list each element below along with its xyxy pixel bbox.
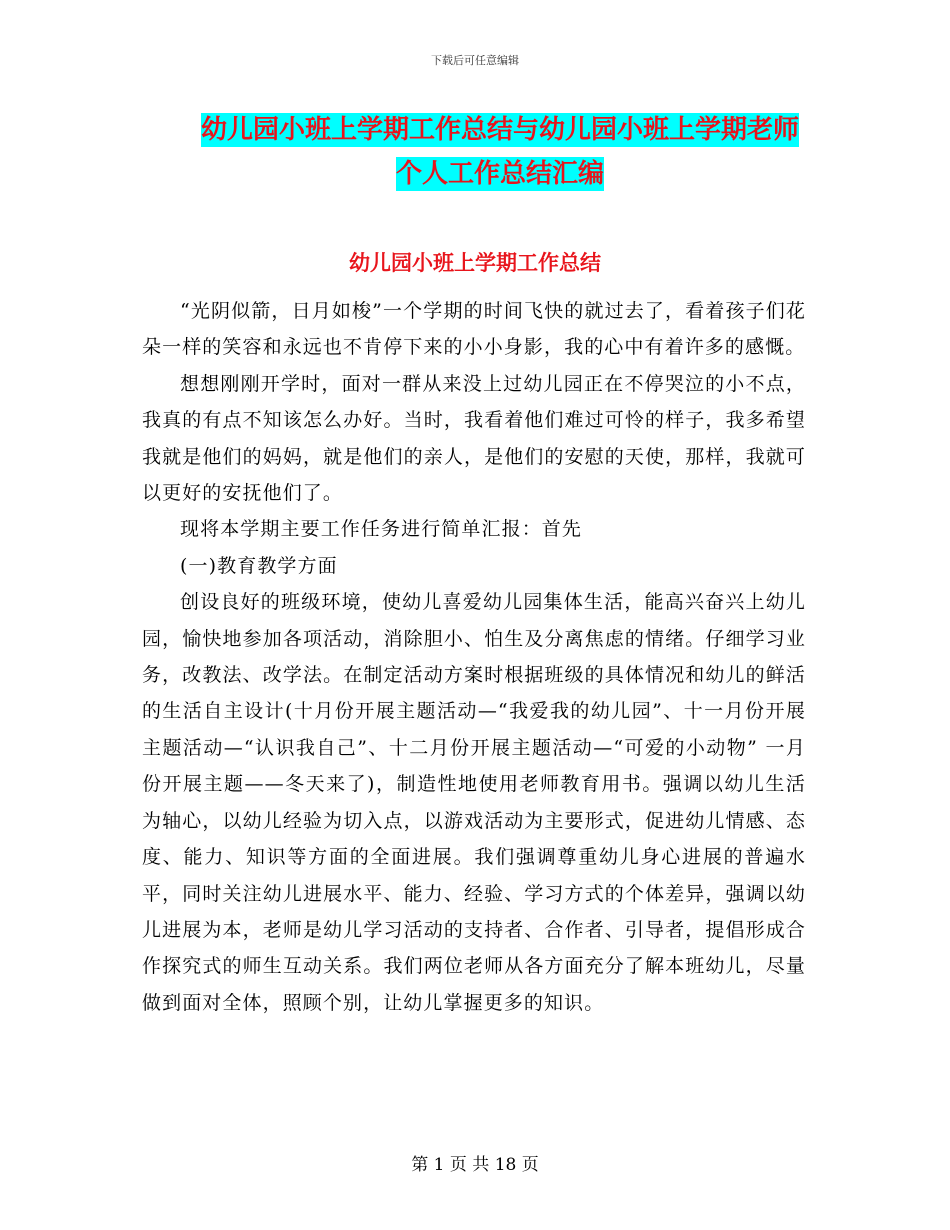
document-title-line-1: 幼儿园小班上学期工作总结与幼儿园小班上学期老师 bbox=[200, 115, 799, 145]
document-title bbox=[130, 108, 870, 196]
paragraph: 想想刚刚开学时，面对一群从来没上过幼儿园正在不停哭泣的小不点，我真的有点不知该怎么办好。当时，我看着他们难过可怜的样子，我多希望我就是他们的妈妈，就是他们的亲人，是他们的安慰的天使，那样，我就可以更好的安抚他们了。 bbox=[142, 372, 806, 505]
paragraph: 现将本学期主要工作任务进行简单汇报：首先 bbox=[180, 518, 583, 541]
section-title: 幼儿园小班上学期工作总结 bbox=[349, 251, 601, 275]
header-note: 下载后可任意编辑 bbox=[431, 54, 519, 67]
body-text bbox=[142, 293, 806, 1021]
paragraph: 创设良好的班级环境，使幼儿喜爱幼儿园集体生活，能高兴奋兴上幼儿园，愉快地参加各项活动，消除胆小、怕生及分离焦虑的情绪。仔细学习业务，改教法、改学法。在制定活动方案时根据班级的具体情况和幼儿的鲜活的生活自主设计(十月份开展主题活动—“我爱我的幼儿园”、十一月份开展主题活动—“认识我自己”、十二月份开展主题活动—“可爱的小动物” 一月份开展主题——冬天来了)，制造性地使用老师教育用书。强调以幼儿生活为轴心，以幼儿经验为切入点，以游戏活动为主要形式，促进幼儿情感、态度、能力、知识等方面的全面进展。我们强调尊重幼儿身心进展的普遍水平，同时关注幼儿进展水平、能力、经验、学习方式的个体差异，强调以幼儿进展为本，老师是幼儿学习活动的支持者、合作者、引导者，提倡形成合作探究式的师生互动关系。我们两位老师从各方面充分了解本班幼儿，尽量做到面对全体，照顾个别，让幼儿掌握更多的知识。 bbox=[142, 591, 806, 1014]
document-title-line-2: 个人工作总结汇编 bbox=[395, 159, 604, 189]
paragraph: “光阴似箭，日月如梭”一个学期的时间飞快的就过去了，看着孩子们花朵一样的笑容和永远也不肯停下来的小小身影，我的心中有着许多的感慨。 bbox=[142, 300, 806, 359]
paragraph: (一)教育教学方面 bbox=[180, 554, 338, 577]
page-footer: 第 1 页 共 18 页 bbox=[411, 1155, 539, 1175]
